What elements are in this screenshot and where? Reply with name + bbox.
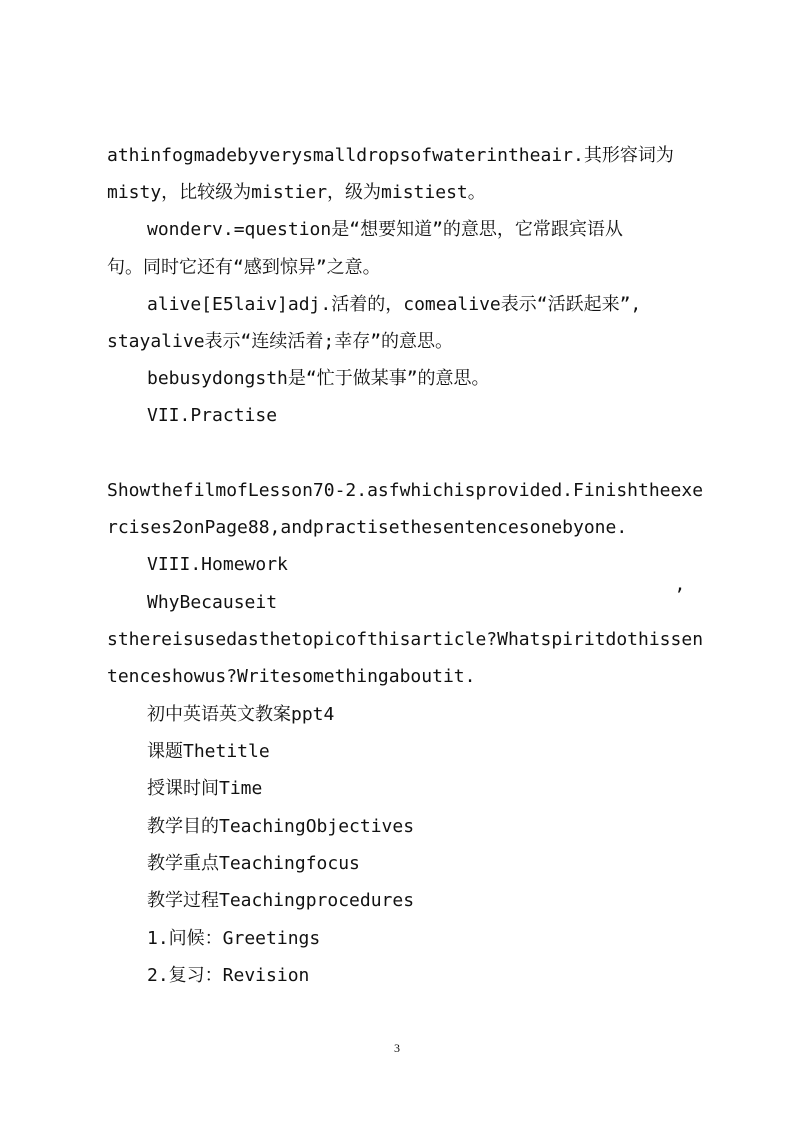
text-line: 教学过程Teachingprocedures <box>147 890 415 911</box>
text-line: bebusydongsth是“忙于做某事”的意思。 <box>147 368 490 389</box>
text-line: alive[E5laiv]adj.活着的，comealive表示“活跃起来”, <box>147 294 642 315</box>
apostrophe-mark: ’ <box>674 585 685 606</box>
section-heading: VIII.Homework <box>147 554 288 575</box>
text-line: 授课时间Time <box>147 778 263 799</box>
text-line: 句。同时它还有“感到惊异”之意。 <box>107 257 381 278</box>
text-line: 1.问候：Greetings <box>147 928 321 949</box>
text-line: WhyBecauseit <box>147 592 278 613</box>
text-line: ShowthefilmofLesson70-2.asfwhichisprovided.Finishtheexe <box>107 480 704 501</box>
text-line: tenceshowus?Writesomethingaboutit. <box>107 666 476 687</box>
text-line: 教学目的TeachingObjectives <box>147 816 415 837</box>
text-line: 课题Thetitle <box>147 741 270 762</box>
text-line: stayalive表示“连续活着;幸存”的意思。 <box>107 331 454 352</box>
text-line: athinfogmadebyverysmalldropsofwaterintheair.其形容词为 <box>107 145 674 166</box>
text-line: rcises2onPage88,andpractisethesentencesonebyone. <box>107 517 628 538</box>
text-line: 2.复习：Revision <box>147 965 310 986</box>
text-line: misty，比较级为mistier，级为mistiest。 <box>107 182 486 203</box>
text-line: wonderv.=question是“想要知道”的意思，它常跟宾语从 <box>147 219 623 240</box>
section-heading: VII.Practise <box>147 405 278 426</box>
document-title: 初中英语英文教案ppt4 <box>147 704 335 725</box>
page-number: 3 <box>394 1041 400 1055</box>
text-line: sthereisusedasthetopicofthisarticle?Whatspiritdothissen <box>107 629 704 650</box>
text-line: 教学重点Teachingfocus <box>147 853 360 874</box>
